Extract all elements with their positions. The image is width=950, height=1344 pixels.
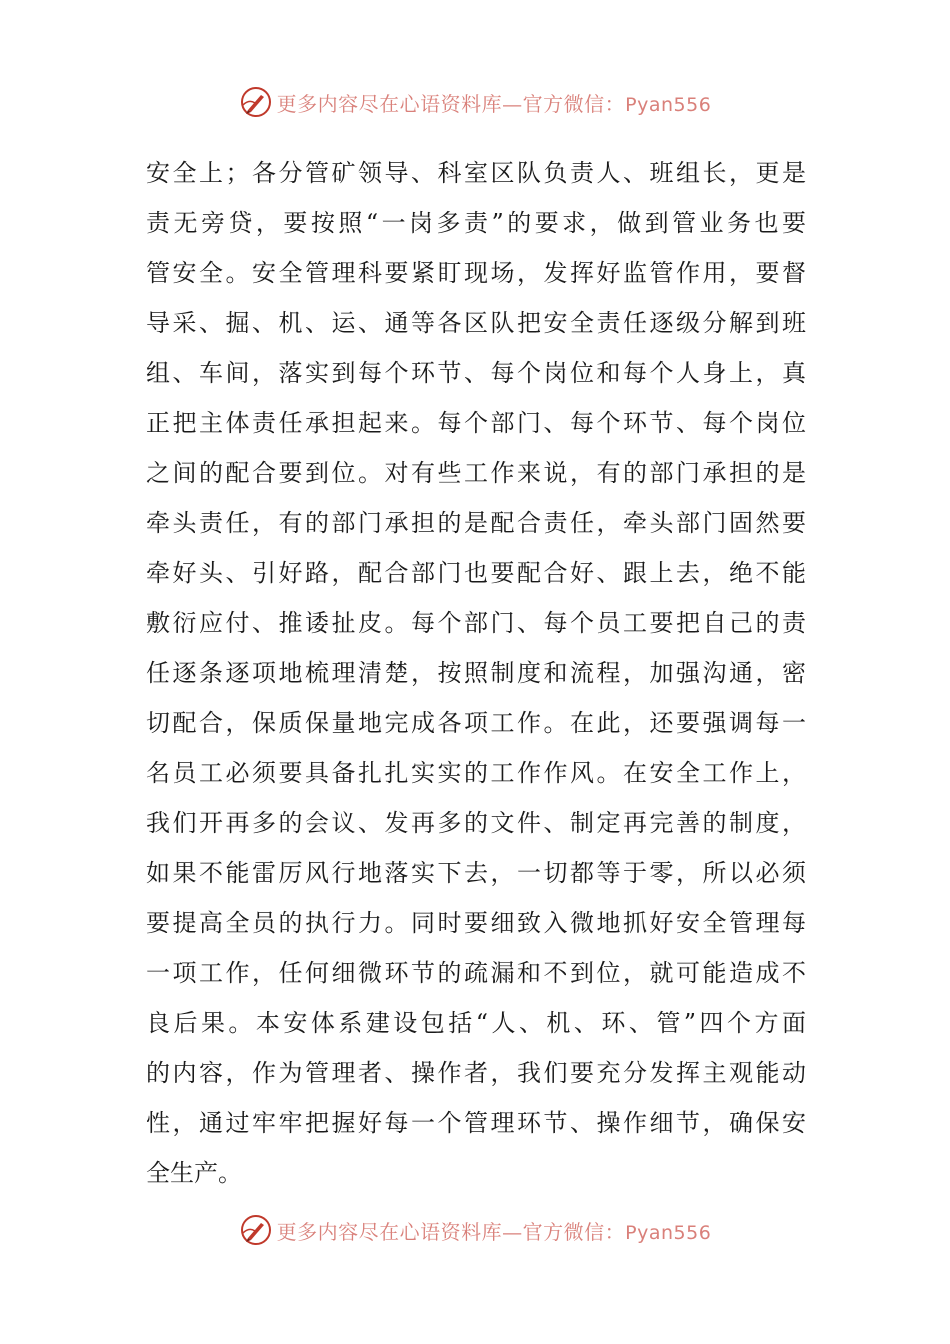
body-paragraph [146, 148, 806, 1198]
body-line: 牵好头、引好路，配合部门也要配合好、跟上去，绝不能 [146, 559, 806, 587]
body-line: 牵头责任，有的部门承担的是配合责任，牵头部门固然要 [146, 509, 806, 537]
body-line: 责无旁贷，要按照“一岗多责”的要求，做到管业务也要 [146, 209, 806, 237]
body-line: 名员工必须要具备扎扎实实的工作作风。在安全工作上， [146, 759, 806, 787]
body-line: 全生产。 [146, 1159, 242, 1187]
body-line: 的内容，作为管理者、操作者，我们要充分发挥主观能动 [146, 1059, 806, 1087]
pen-logo-icon [239, 1213, 273, 1247]
header-watermark-banner [0, 82, 950, 122]
body-line: 导采、掘、机、运、通等各区队把安全责任逐级分解到班 [146, 309, 806, 337]
watermark-wechat-id: Pyan556 [625, 93, 712, 116]
body-line: 之间的配合要到位。对有些工作来说，有的部门承担的是 [146, 459, 806, 487]
watermark-wechat-id: Pyan556 [625, 1221, 712, 1244]
body-line: 组、车间，落实到每个环节、每个岗位和每个人身上，真 [146, 359, 806, 387]
body-line: 敷衍应付、推诿扯皮。每个部门、每个员工要把自己的责 [146, 609, 806, 637]
body-line: 良后果。本安体系建设包括“人、机、环、管”四个方面 [146, 1009, 806, 1037]
body-line: 安全上；各分管矿领导、科室区队负责人、班组长，更是 [146, 159, 806, 187]
watermark-main-text: 更多内容尽在心语资料库—官方微信： [276, 91, 626, 116]
body-line: 我们开再多的会议、发再多的文件、制定再完善的制度， [146, 809, 806, 837]
body-line: 管安全。安全管理科要紧盯现场，发挥好监管作用，要督 [146, 259, 806, 287]
pen-logo-icon [239, 85, 273, 119]
body-line: 一项工作，任何细微环节的疏漏和不到位，就可能造成不 [146, 959, 806, 987]
body-line: 性，通过牢牢把握好每一个管理环节、操作细节，确保安 [146, 1109, 806, 1137]
watermark-text [277, 88, 712, 117]
body-line: 切配合，保质保量地完成各项工作。在此，还要强调每一 [146, 709, 806, 737]
body-line: 任逐条逐项地梳理清楚，按照制度和流程，加强沟通，密 [146, 659, 806, 687]
body-line: 正把主体责任承担起来。每个部门、每个环节、每个岗位 [146, 409, 806, 437]
footer-watermark-banner [0, 1210, 950, 1250]
body-line: 如果不能雷厉风行地落实下去，一切都等于零，所以必须 [146, 859, 806, 887]
watermark-text [277, 1216, 712, 1245]
watermark-main-text: 更多内容尽在心语资料库—官方微信： [276, 1219, 626, 1244]
body-line: 要提高全员的执行力。同时要细致入微地抓好安全管理每 [146, 909, 806, 937]
